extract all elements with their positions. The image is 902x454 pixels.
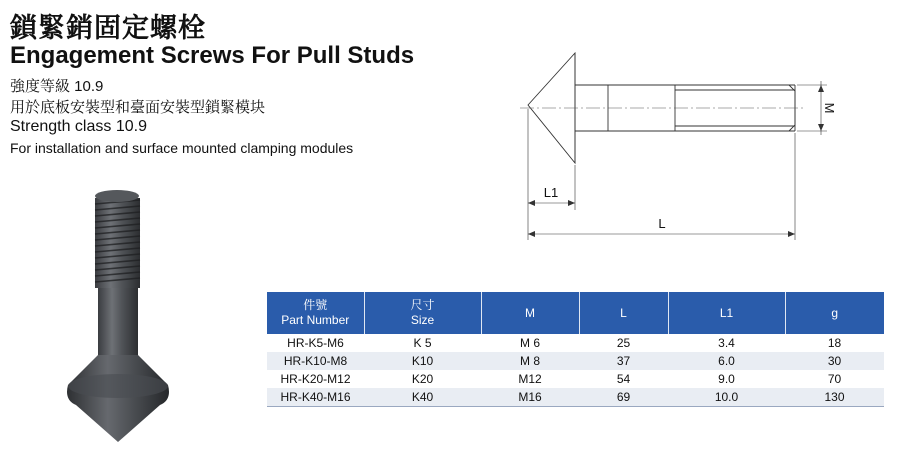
cell-l: 25 xyxy=(579,334,668,352)
cell-part-number: HR-K40-M16 xyxy=(267,388,364,407)
table-row xyxy=(267,334,884,352)
page-title-zh: 鎖緊銷固定螺栓 xyxy=(10,13,206,44)
cell-l1: 10.0 xyxy=(668,388,785,407)
strength-class-en: Strength class 10.9 xyxy=(10,118,147,135)
cell-l: 69 xyxy=(579,388,668,407)
screw-photo xyxy=(40,180,180,450)
cell-l1: 3.4 xyxy=(668,334,785,352)
cell-l1: 9.0 xyxy=(668,370,785,388)
header-l: L xyxy=(579,292,668,334)
cell-size: K20 xyxy=(364,370,481,388)
spec-table xyxy=(267,292,884,407)
cell-m: M16 xyxy=(481,388,579,407)
cell-g: 18 xyxy=(785,334,884,352)
cell-g: 30 xyxy=(785,352,884,370)
cell-size: K10 xyxy=(364,352,481,370)
header-part-number: 件號 Part Number xyxy=(267,292,364,334)
table-row xyxy=(267,388,884,407)
cell-part-number: HR-K20-M12 xyxy=(267,370,364,388)
technical-drawing xyxy=(505,35,845,250)
cell-part-number: HR-K5-M6 xyxy=(267,334,364,352)
usage-en: For installation and surface mounted clamping modules xyxy=(10,140,354,156)
table-header-row xyxy=(267,292,884,334)
cell-size: K 5 xyxy=(364,334,481,352)
cell-g: 130 xyxy=(785,388,884,407)
cell-m: M 8 xyxy=(481,352,579,370)
page-title-en: Engagement Screws For Pull Studs xyxy=(10,42,415,69)
thread-section xyxy=(95,190,140,288)
cell-part-number: HR-K10-M8 xyxy=(267,352,364,370)
table-row xyxy=(267,352,884,370)
cell-g: 70 xyxy=(785,370,884,388)
header-l1: L1 xyxy=(668,292,785,334)
dim-label-l1: L1 xyxy=(543,185,559,200)
cell-l: 37 xyxy=(579,352,668,370)
dim-label-l: L xyxy=(658,216,666,231)
header-g: g xyxy=(785,292,884,334)
cell-m: M12 xyxy=(481,370,579,388)
cell-l1: 6.0 xyxy=(668,352,785,370)
header-m: M xyxy=(481,292,579,334)
dim-label-m: M xyxy=(822,102,837,114)
strength-class-zh: 強度等級 10.9 xyxy=(10,78,104,95)
cell-size: K40 xyxy=(364,388,481,407)
table-row xyxy=(267,370,884,388)
cell-l: 54 xyxy=(579,370,668,388)
header-size: 尺寸 Size xyxy=(364,292,481,334)
cell-m: M 6 xyxy=(481,334,579,352)
usage-zh: 用於底板安裝型和臺面安裝型鎖緊模块 xyxy=(10,99,266,116)
